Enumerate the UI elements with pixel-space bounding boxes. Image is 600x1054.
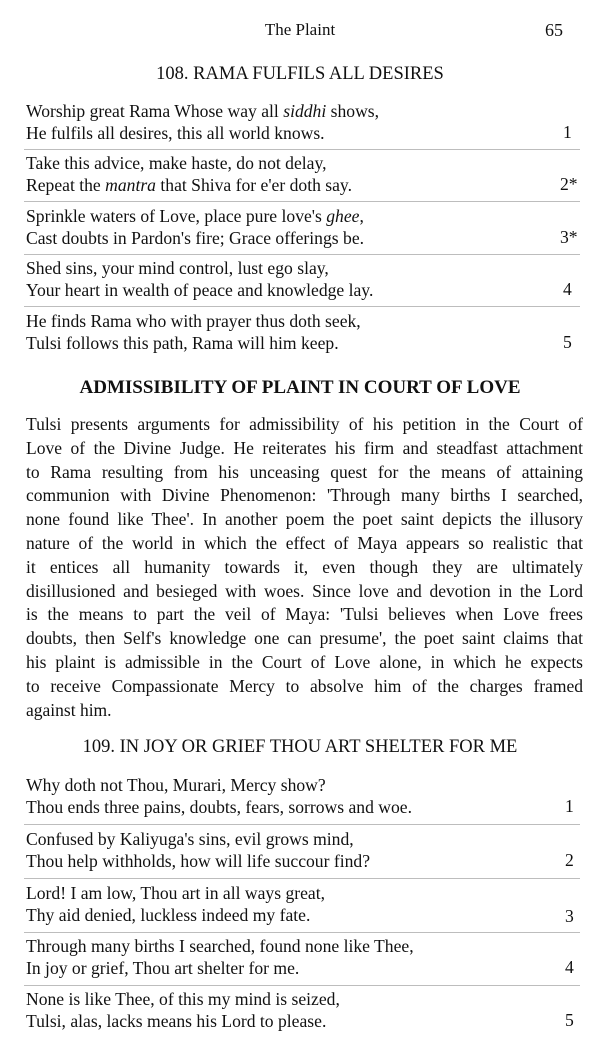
italic-term: siddhi — [283, 101, 327, 121]
page-number: 65 — [545, 20, 563, 40]
paragraph-line: Love of the Divine Judge. He reiterates his firm and steadfast attachment — [26, 437, 583, 458]
stanza-line: Thou help withholds, how will life succour find? — [26, 851, 370, 871]
running-head — [0, 20, 600, 42]
stanza-number: 1 — [563, 122, 572, 142]
stanza-108-2 — [26, 152, 586, 196]
stanza-109-4 — [26, 935, 586, 979]
stanza-line: Tulsi follows this path, Rama will him keep. — [26, 333, 339, 353]
stanza-line: Tulsi, alas, lacks means his Lord to please. — [26, 1011, 327, 1031]
stanza-line: Lord! I am low, Thou art in all ways great, — [26, 883, 326, 903]
italic-term: mantra — [105, 175, 156, 195]
stanza-109-5 — [26, 988, 586, 1032]
stanza-line: None is like Thee, of this my mind is seized, — [26, 989, 340, 1009]
stanza-divider — [24, 878, 580, 879]
italic-term: ghee — [326, 206, 360, 226]
stanza-108-1 — [26, 100, 586, 144]
stanza-line: Sprinkle waters of Love, place pure love's ghee, — [26, 206, 364, 226]
stanza-divider — [24, 149, 580, 150]
stanza-line: Thy aid denied, luckless indeed my fate. — [26, 905, 311, 925]
stanza-line: He finds Rama who with prayer thus doth seek, — [26, 311, 361, 331]
stanza-108-5 — [26, 310, 586, 354]
section-108-heading: 108. RAMA FULFILS ALL DESIRES — [156, 64, 444, 84]
stanza-108-3 — [26, 205, 586, 249]
stanza-number: 2* — [560, 174, 578, 194]
paragraph-line: communion with Divine Phenomenon: 'Through many births I searched, — [26, 485, 583, 506]
paragraph-line: against him. — [26, 699, 112, 720]
paragraph-line: to receive Compassionate Mercy to absolve him of the charges framed — [26, 675, 583, 696]
paragraph-line: disillusioned and besieged with woes. Since love and devotion in the Lord — [26, 580, 583, 601]
stanza-divider — [24, 201, 580, 202]
stanza-line: Take this advice, make haste, do not delay, — [26, 153, 327, 173]
section-109-heading: 109. IN JOY OR GRIEF THOU ART SHELTER FOR ME — [82, 737, 518, 757]
stanza-number: 4 — [565, 957, 574, 977]
paragraph-line: nature of the world in which the effect of Maya appears so realistic that — [26, 532, 583, 553]
paragraph-line: Tulsi presents arguments for admissibility of his petition in the Court of — [26, 414, 583, 434]
paragraph-line: his plaint is admissible in the Court of Love alone, in which he expects — [26, 651, 583, 672]
stanza-line: Thou ends three pains, doubts, fears, sorrows and woe. — [26, 797, 412, 817]
stanza-divider — [24, 254, 580, 255]
stanza-line: He fulfils all desires, this all world knows. — [26, 123, 325, 143]
stanza-109-3 — [26, 882, 586, 926]
stanza-line: Repeat the mantra that Shiva for e'er doth say. — [26, 175, 352, 195]
stanza-number: 1 — [565, 796, 574, 816]
stanza-line: Why doth not Thou, Murari, Mercy show? — [26, 775, 326, 795]
stanza-line: Through many births I searched, found none like Thee, — [26, 936, 414, 956]
stanza-divider — [24, 932, 580, 933]
stanza-line: Cast doubts in Pardon's fire; Grace offerings be. — [26, 228, 365, 248]
paragraph-line: none found like Thee'. In another poem the poet saint depicts the illusory — [26, 509, 583, 530]
running-title: The Plaint — [264, 20, 336, 39]
commentary-paragraph — [26, 413, 583, 722]
stanza-108-4 — [26, 257, 586, 301]
stanza-number: 3 — [565, 906, 574, 926]
stanza-number: 2 — [565, 850, 574, 870]
admissibility-heading: ADMISSIBILITY OF PLAINT IN COURT OF LOVE — [79, 377, 521, 398]
stanza-divider — [24, 985, 580, 986]
paragraph-line: it entices all humanity towards it, even though they are ultimately — [26, 556, 583, 577]
paragraph-line: to Rama resulting from his unceasing quest for the means of attaining — [26, 461, 583, 482]
stanza-line: Worship great Rama Whose way all siddhi shows, — [26, 101, 380, 121]
stanza-line: Shed sins, your mind control, lust ego slay, — [26, 258, 329, 278]
paragraph-line: doubts, then Self's knowledge one can presume', the poet saint claims that — [26, 628, 583, 649]
stanza-number: 4 — [563, 279, 572, 299]
stanza-number: 5 — [563, 332, 572, 352]
stanza-109-1 — [26, 774, 586, 818]
stanza-line: Confused by Kaliyuga's sins, evil grows mind, — [26, 829, 354, 849]
paragraph-line: is the means to part the veil of Maya: 'Tulsi believes when Love frees — [26, 604, 583, 625]
stanza-divider — [24, 306, 580, 307]
stanza-number: 5 — [565, 1010, 574, 1030]
stanza-109-2 — [26, 828, 586, 872]
stanza-line: In joy or grief, Thou art shelter for me. — [26, 958, 300, 978]
stanza-divider — [24, 824, 580, 825]
stanza-number: 3* — [560, 227, 578, 247]
stanza-line: Your heart in wealth of peace and knowledge lay. — [26, 280, 374, 300]
